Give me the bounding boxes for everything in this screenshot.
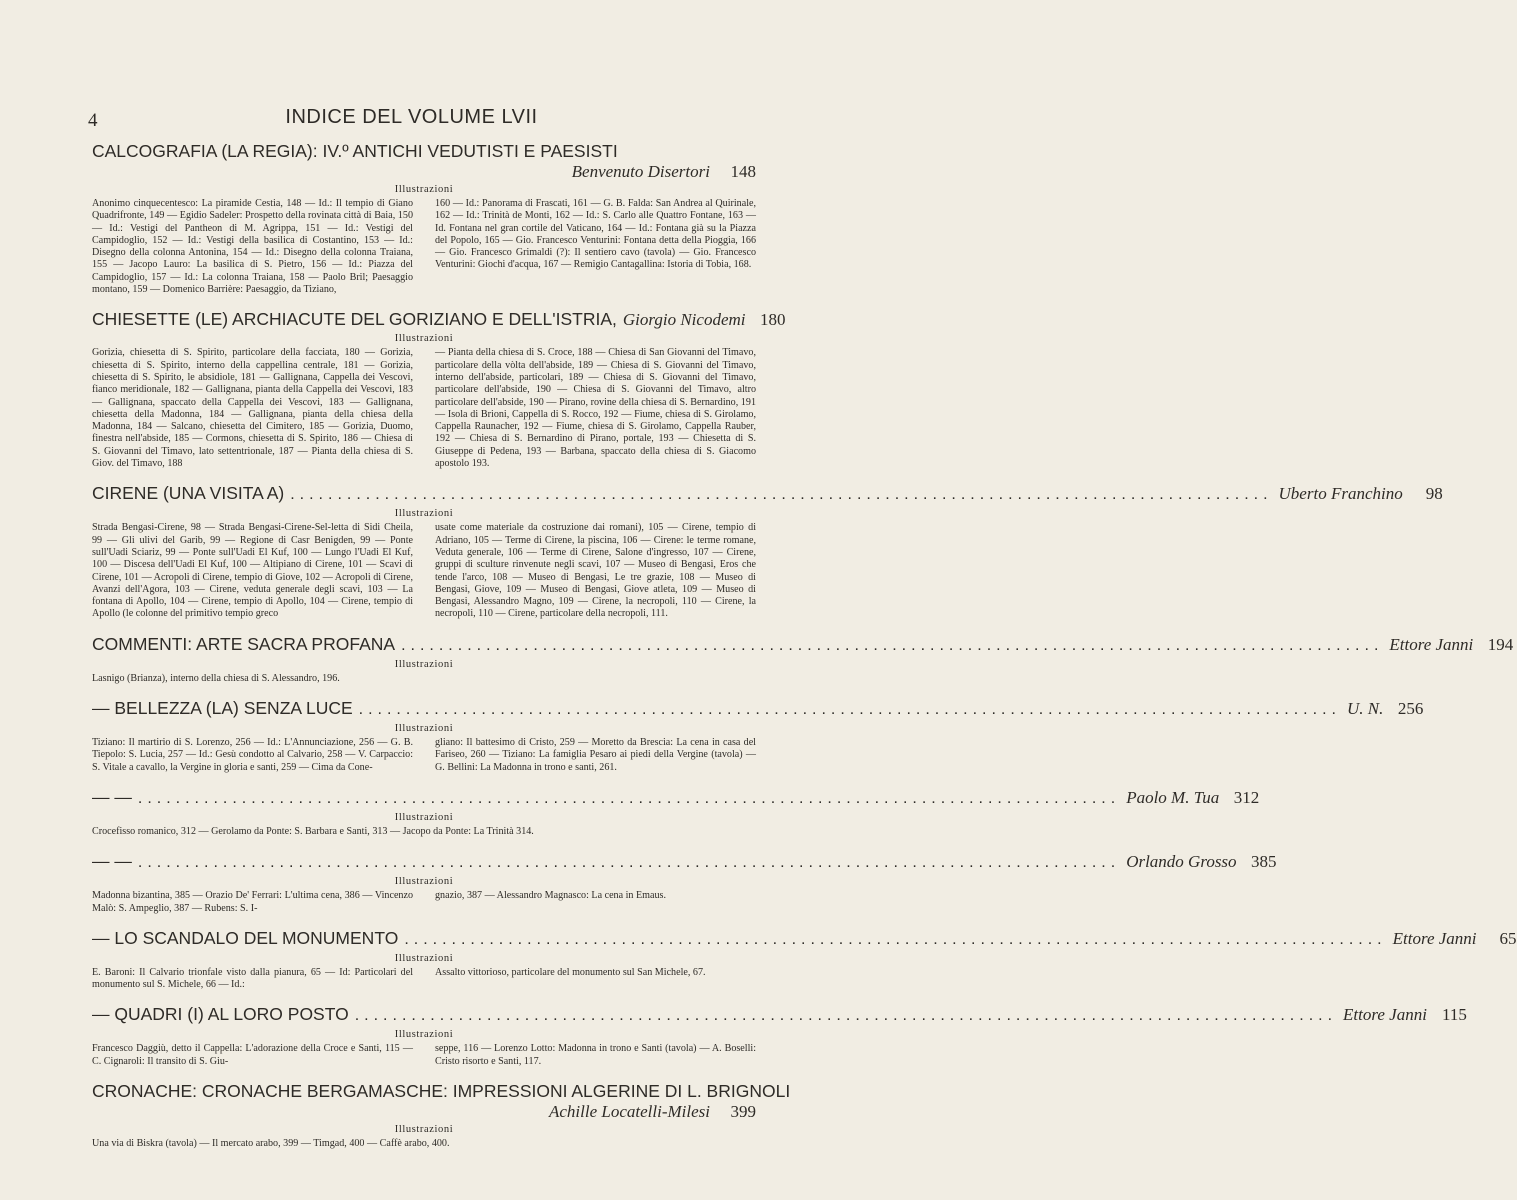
entry-author: Giorgio Nicodemi	[622, 310, 746, 330]
illustrations-label: Illustrazioni	[394, 184, 454, 195]
entry-title: CHIESETTE (LE) ARCHIACUTE DEL GORIZIANO E DELL'ISTRIA,	[92, 309, 617, 330]
entry-page: 194	[1487, 634, 1514, 654]
illustrations-label: Illustrazioni	[394, 333, 454, 345]
entry-author-line	[92, 1102, 756, 1122]
illustrations-label: Illustrazioni	[394, 952, 454, 964]
leader-dots: ........................................................................................................	[354, 1007, 1338, 1025]
illustrations-list	[92, 826, 756, 838]
entry-title: — LO SCANDALO DEL MONUMENTO	[92, 927, 399, 948]
entry-page: 312	[1233, 787, 1260, 807]
illustrations-label: Illustrazioni	[394, 876, 454, 888]
entry-author-line	[92, 162, 756, 182]
illustrations-col-left: E. Baroni: Il Calvario trionfale visto dalla pianura, 65 — Id: Particolari del monumento sul S. Michele, 66 — Id.:	[92, 966, 413, 991]
illustrations-list	[92, 737, 756, 774]
entry-heading	[92, 140, 756, 162]
entry-page: 399	[730, 1101, 756, 1121]
entry-author: Paolo M. Tua	[1126, 787, 1220, 807]
entry-title: — —	[92, 786, 132, 807]
index-content	[92, 140, 1517, 1150]
entry-author: Uberto Franchino	[1278, 484, 1403, 504]
leader-dots: ........................................................................................................	[358, 701, 1341, 719]
entry-heading	[92, 1003, 1467, 1027]
entry-title: CALCOGRAFIA (LA REGIA): IV.º ANTICHI VEDUTISTI E PAESISTI	[92, 141, 618, 161]
index-entry-tua	[92, 786, 1260, 838]
illustrations-col-right: seppe, 116 — Lorenzo Lotto: Madonna in trono e Santi (tavola) — A. Boselli: Cristo risorto e Santi, 117.	[435, 1043, 756, 1067]
entry-heading	[92, 1080, 791, 1102]
entry-heading	[92, 308, 786, 331]
illustrations-col-right: gnazio, 387 — Alessandro Magnasco: La cena in Emaus.	[435, 890, 666, 902]
entry-heading	[92, 697, 1424, 721]
entry-heading	[92, 850, 1277, 874]
leader-dots: ........................................................................................................	[290, 486, 1273, 504]
entry-title: — —	[92, 851, 132, 872]
page-number: 4	[88, 110, 98, 131]
illustrations-list	[92, 1043, 756, 1068]
entry-title: — QUADRI (I) AL LORO POSTO	[92, 1004, 349, 1025]
entry-author: U. N.	[1346, 699, 1384, 719]
index-entry-chiesette	[92, 308, 786, 470]
entry-page: 115	[1442, 1005, 1467, 1025]
illustrations-list	[92, 522, 756, 620]
entry-author: Ettore Janni	[1389, 634, 1474, 654]
entry-author: Achille Locatelli-Milesi	[549, 1101, 710, 1121]
illustrations-list	[92, 673, 756, 685]
illustrations-list	[92, 198, 756, 296]
entry-page: 385	[1251, 852, 1277, 872]
entry-page: 180	[760, 310, 786, 330]
index-entry-commenti	[92, 633, 1514, 685]
illustrations-col-left: Gorizia, chiesetta di S. Spirito, particolare della facciata, 180 — Gorizia, chiesetta di S. Spirito, interno della cappellina centrale, 181 — Gorizia, chiesetta di S. Spirito, le absidiole, 181 — Gallignana, Cappella dei Vescovi, fianco meridionale, 182 — Gallignana, pianta della Cappella dei Vescovi, 183 — Gallignana, spaccato della Cappella dei Vescovi, 183 — Gallignana, chiesetta della Madonna, 184 — Gallignana, pianta della chiesa della Madonna, 184 — Salcano, chiesetta del Cimitero, 185 — Gorizia, Duomo, finestra nell'abside, 185 — Cormons, chiesetta di S. Spirito, 186 — Chiesa di S. Giovanni del Timavo, lato settentrionale, 187 — Pianta della chiesa di S. Giov. del Timavo, 188	[92, 347, 413, 470]
illustrations-label: Illustrazioni	[394, 1123, 454, 1135]
entry-author: Ettore Janni	[1343, 1005, 1427, 1025]
index-entry-cirene	[92, 482, 1443, 620]
entry-heading	[92, 633, 1514, 657]
leader-dots: ........................................................................................................	[404, 930, 1387, 948]
leader-dots: ........................................................................................................	[401, 636, 1384, 654]
entry-page: 256	[1397, 699, 1424, 719]
illustrations-list	[92, 967, 756, 992]
entry-title: — BELLEZZA (LA) SENZA LUCE	[92, 698, 353, 719]
illustrations-col-left: Anonimo cinquecentesco: La piramide Cestia, 148 — Id.: Il tempio di Giano Quadrifronte, 149 — Egidio Sadeler: Prospetto della rovinata città di Baia, 150 — Id.: Vestigi del Pantheon di M. Agrippa, 151 — Id.: Vestigi del Campidoglio, 152 — Id.: Vestigi della basilica di Costantino, 153 — Id.: Disegno della colonna Antonina, 154 — Id.: Disegno della colonna Traiana, 155 — Jacopo Lauro: La basilica di S. Pietro, 156 — Id.: Piazza del Campidoglio, 157 — Id.: La colonna Traiana, 158 — Paolo Bril; Paesaggio montano, 159 — Domenico Barrière: Paesaggio, da Tiziano,	[92, 198, 413, 296]
leader-dots: ........................................................................................................	[137, 789, 1121, 807]
illustrations-text: Lasnigo (Brianza), interno della chiesa di S. Alessandro, 196.	[92, 672, 340, 684]
illustrations-text: Crocefisso romanico, 312 — Gerolamo da Ponte: S. Barbara e Santi, 313 — Jacopo da Ponte: La Trinità 314.	[92, 825, 534, 837]
entry-heading	[92, 927, 1517, 951]
illustrations-col-right: gliano: Il battesimo di Cristo, 259 — Moretto da Brescia: La cena in casa del Fariseo, 260 — Tiziano: La famiglia Pesaro ai piedi della Vergine (tavola) — G. Bellini: La Madonna in trono e santi, 261.	[435, 737, 756, 773]
illustrations-col-right: 160 — Id.: Panorama di Frascati, 161 — G. B. Falda: San Andrea al Quirinale, 162 — Id.: Trinità de Monti, 162 — Id.: S. Carlo alle Quattro Fontane, 163 — Id. Fontana nel gran cortile del Vaticano, 164 — Id.: Fontana già su la Piazza del Popolo, 165 — Gio. Francesco Venturini: Fontana detta della Pioggia, 166 — Gio. Francesco Grimaldi (?): Il sentiero cavo (tavola) — Gio. Francesco Venturini: Giochi d'acqua, 167 — Remigio Cantagallina: Istoria di Tobia, 168.	[435, 198, 756, 271]
entry-title: CRONACHE: CRONACHE BERGAMASCHE: IMPRESSIONI ALGERINE DI L. BRIGNOLI	[92, 1080, 791, 1101]
entry-title: COMMENTI: ARTE SACRA PROFANA	[92, 633, 396, 654]
entry-title: CIRENE (UNA VISITA A)	[92, 483, 285, 504]
index-entry-grosso	[92, 850, 1277, 915]
illustrations-col-right: Assalto vittorioso, particolare del monumento sul San Michele, 67.	[435, 966, 706, 978]
entry-author: Orlando Grosso	[1126, 852, 1237, 872]
index-entry-bellezza	[92, 697, 1424, 774]
illustrations-list	[92, 1138, 756, 1150]
entry-page: 65	[1499, 928, 1517, 948]
entry-author: Benvenuto Disertori	[571, 162, 710, 181]
illustrations-label: Illustrazioni	[394, 811, 454, 823]
illustrations-col-left: Francesco Daggiù, detto il Cappella: L'adorazione della Croce e Santi, 115 — C. Cignaroli: Il transito di S. Giu-	[92, 1043, 413, 1067]
illustrations-label: Illustrazioni	[394, 508, 454, 520]
leader-dots: ........................................................................................................	[137, 854, 1121, 872]
illustrations-text: Una via di Biskra (tavola) — Il mercato arabo, 399 — Timgad, 400 — Caffè arabo, 400.	[92, 1137, 450, 1149]
illustrations-label: Illustrazioni	[394, 723, 454, 735]
illustrations-col-left: Tiziano: Il martirio di S. Lorenzo, 256 — Id.: L'Annunciazione, 256 — G. B. Tiepolo: S. Lucia, 257 — Id.: Gesù condotto al Calvario, 258 — V. Carpaccio: S. Vitale a cavallo, la Vergine in gloria e santi, 259 — Cima da Cone-	[92, 737, 413, 773]
entry-heading	[92, 786, 1260, 810]
illustrations-col-left: Strada Bengasi-Cirene, 98 — Strada Bengasi-Cirene-Sel-letta di Sidi Cheila, 99 — Gli ulivi del Garib, 99 — Regione di Casr Benigden, 99 — Ponte sull'Uadi Sciariz, 99 — Ponte sull'Uadi El Kuf, 100 — Lungo l'Uadi El Kuf, 100 — Discesa dell'Uadi El Kuf, 100 — Altipiano di Cirene, 101 — Scavi di Cirene, 101 — Acropoli di Cirene, tempio di Giove, 102 — Acropoli di Cirene, Avanzi dell'Agora, 103 — Cirene, veduta generale degli scavi, 103 — La fontana di Apollo, 104 — Cirene, tempio di Apollo, 104 — Cirene, tempio di Apollo (le colonne del primitivo tempio greco	[92, 522, 413, 620]
index-entry-cronache	[92, 1080, 791, 1150]
illustrations-list	[92, 890, 756, 915]
entry-page: 98	[1425, 484, 1443, 504]
running-head: INDICE DEL VOLUME LVII	[285, 106, 538, 128]
entry-page: 148	[730, 162, 756, 181]
index-entry-scandalo	[92, 927, 1517, 992]
illustrations-label: Illustrazioni	[394, 658, 454, 670]
entry-author: Ettore Janni	[1392, 928, 1477, 948]
illustrations-col-left: Madonna bizantina, 385 — Orazio De' Ferrari: L'ultima cena, 386 — Vincenzo Malò: S. Ampeglio, 387 — Rubens: S. I-	[92, 890, 413, 914]
index-entry-quadri	[92, 1003, 1467, 1068]
illustrations-col-right: — Pianta della chiesa di S. Croce, 188 — Chiesa di San Giovanni del Timavo, particolare della vòlta dell'abside, 189 — Chiesa di S. Giovanni del Timavo, interno dell'abside, particolari, 189 — Chiesa di S. Giovanni del Timavo, particolare dell'abside, 190 — Chiesa di S. Giovanni del Timavo, altro particolare dell'abside, 190 — Pirano, rovine della chiesa di S. Bernardino, 191 — Isola di Brioni, Cappella di S. Rocco, 192 — Fiume, chiesa di S. Girolamo, Cappella Raunacher, 192 — Fiume, chiesa di S. Girolamo, Cappella Rauber, 192 — Chiesa di S. Bernardino di Pirano, portale, 193 — Chiesetta di S. Giuseppe di Pedena, 193 — Barbana, spaccato della chiesa di S. Giacomo apostolo 193.	[435, 347, 756, 470]
illustrations-label: Illustrazioni	[394, 1029, 454, 1041]
illustrations-col-right: usate come materiale da costruzione dai romani), 105 — Cirene, tempio di Adriano, 105 — Terme di Cirene, la piscina, 106 — Cirene: le terme romane, Veduta generale, 106 — Terme di Cirene, Salone d'ingresso, 107 — Cirene, gruppi di sculture rinvenute negli scavi, 107 — Museo di Bengasi, Eros che tende l'arco, 108 — Museo di Bengasi, Le tre grazie, 108 — Museo di Bengasi, Giove, 109 — Museo di Bengasi, Giove atleta, 109 — Museo di Bengasi, Alessandro Magno, 109 — Cirene, la necropoli, 110 — Cirene, la necropoli, 110 — Cirene, particolare della necropoli, 111.	[435, 522, 756, 620]
index-entry-calcografia	[92, 140, 756, 296]
illustrations-list	[92, 347, 756, 470]
entry-heading	[92, 482, 1443, 506]
